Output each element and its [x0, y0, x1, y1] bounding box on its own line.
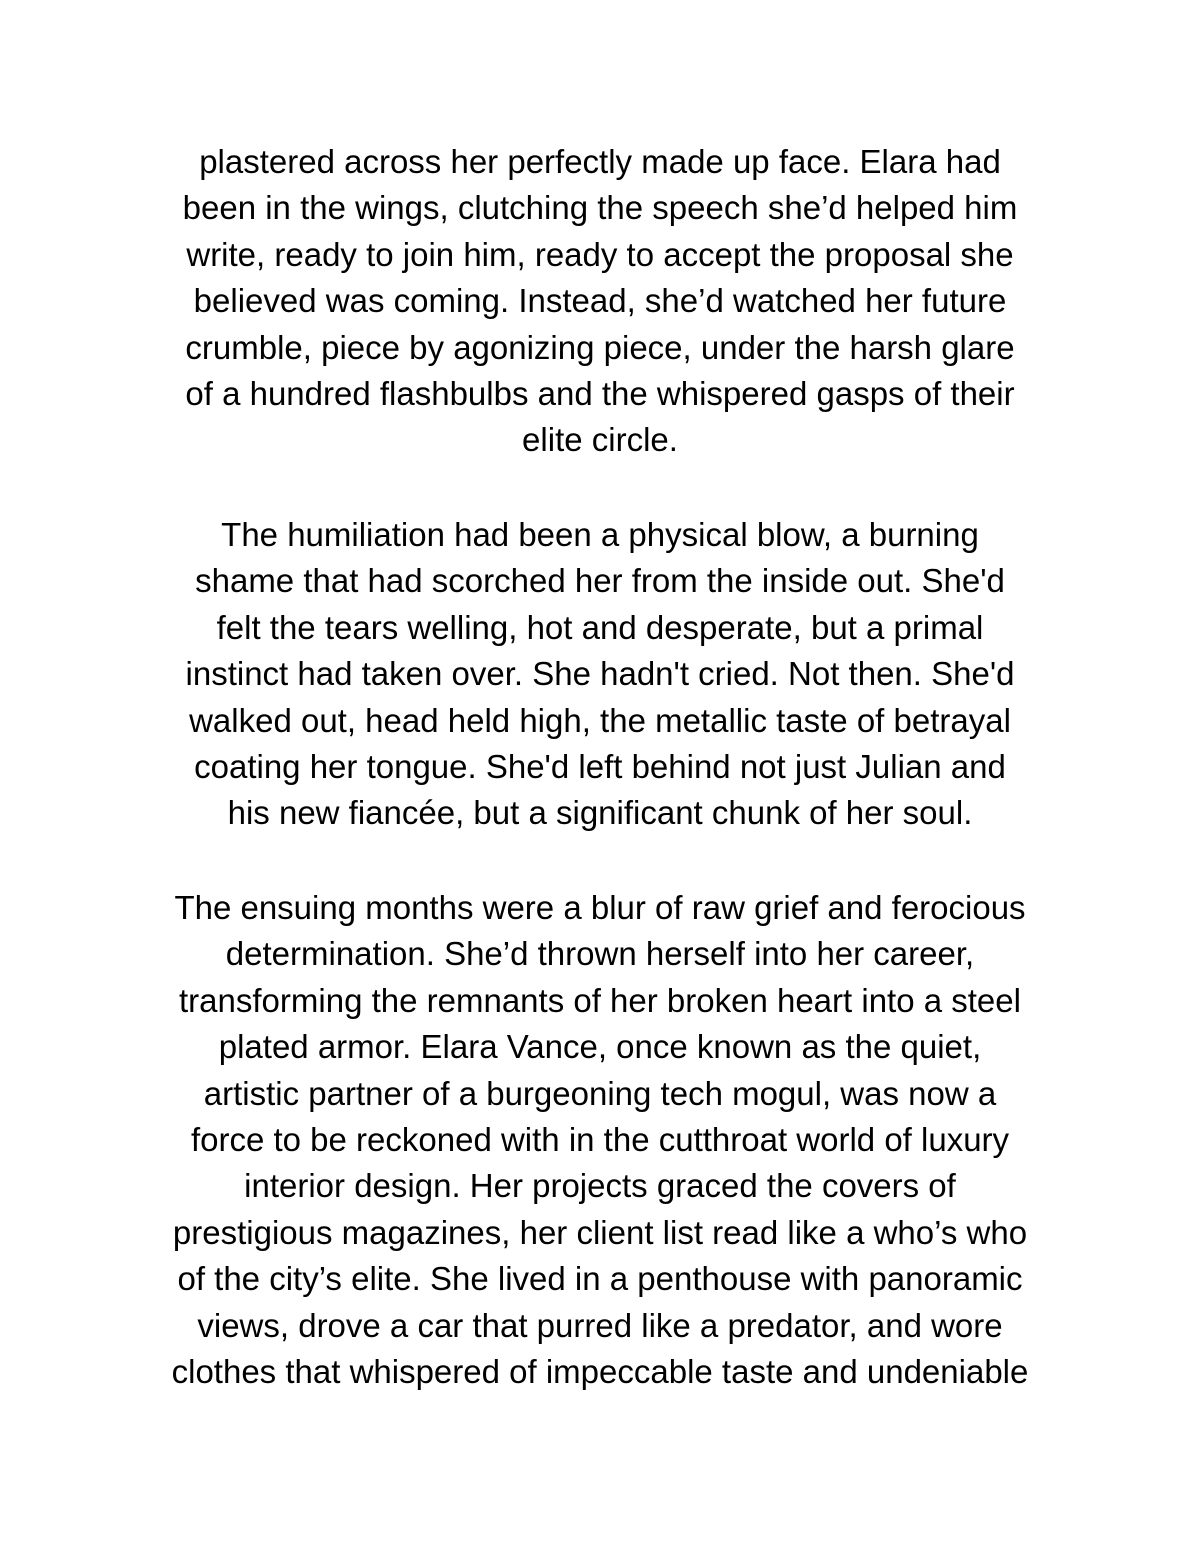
- text-line: instinct had taken over. She hadn't cried. Not then. She'd: [185, 655, 1015, 693]
- text-line: prestigious magazines, her client list read like a who’s who: [172, 1213, 1028, 1251]
- text-line: views, drove a car that purred like a predator, and wore: [197, 1306, 1003, 1344]
- text-line: write, ready to join him, ready to accept the proposal she: [186, 235, 1014, 273]
- text-line: plated armor. Elara Vance, once known as the quiet,: [218, 1028, 982, 1066]
- text-line: crumble, piece by agonizing piece, under the harsh glare: [185, 328, 1015, 366]
- text-line: The ensuing months were a blur of raw grief and ferocious: [174, 889, 1026, 926]
- text-line: his new fiancée, but a significant chunk of her soul.: [227, 794, 973, 832]
- text-line: clothes that whispered of impeccable taste and undeniable: [171, 1353, 1029, 1391]
- text-line: shame that had scorched her from the inside out. She'd: [195, 562, 1005, 600]
- paragraph-2: [100, 512, 1100, 837]
- text-line: interior design. Her projects graced the covers of: [244, 1167, 956, 1205]
- text-line: The humiliation had been a physical blow, a burning: [221, 516, 979, 553]
- text-line: walked out, head held high, the metallic taste of betrayal: [189, 701, 1011, 739]
- text-line: determination. She’d thrown herself into her career,: [225, 935, 975, 973]
- text-line: transforming the remnants of her broken heart into a steel: [179, 981, 1021, 1019]
- text-line: been in the wings, clutching the speech she’d helped him: [182, 189, 1018, 227]
- text-line: force to be reckoned with in the cutthroat world of luxury: [190, 1121, 1010, 1159]
- text-line: coating her tongue. She'd left behind not just Julian and: [194, 748, 1006, 786]
- text-line: plastered across her perfectly made up face. Elara had: [199, 143, 1001, 180]
- text-line: elite circle.: [522, 421, 678, 459]
- text-line: felt the tears welling, hot and desperate, but a primal: [216, 608, 984, 646]
- paragraph-3: [100, 885, 1100, 1395]
- text-line: of the city’s elite. She lived in a penthouse with panoramic: [177, 1260, 1023, 1298]
- text-line: believed was coming. Instead, she’d watched her future: [193, 282, 1007, 320]
- paragraph-1: [100, 139, 1100, 464]
- text-line: of a hundred flashbulbs and the whispered gasps of their: [185, 375, 1015, 413]
- text-line: artistic partner of a burgeoning tech mogul, was now a: [203, 1074, 997, 1112]
